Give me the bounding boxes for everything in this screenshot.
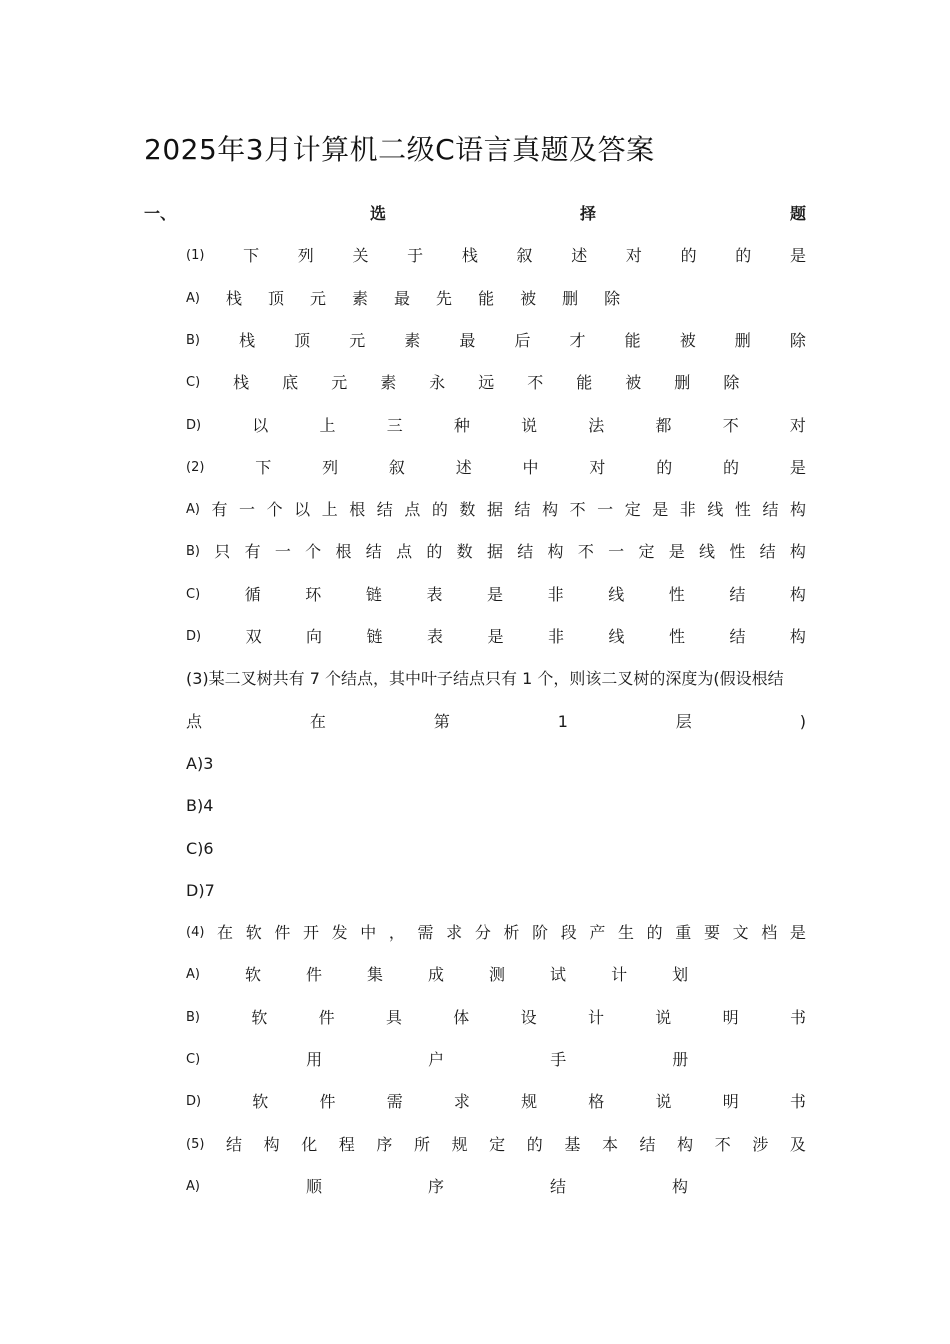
- line-token: 非: [547, 627, 564, 646]
- line-token: 一: [608, 542, 625, 562]
- line-token: 性: [668, 584, 685, 604]
- line-token: 序: [427, 1176, 444, 1196]
- line-token: 结: [762, 500, 779, 520]
- line-token: 序: [376, 1134, 393, 1154]
- line-token: 只: [214, 542, 231, 562]
- line-token: 循: [244, 584, 261, 604]
- line-token: 性: [729, 542, 746, 562]
- line-token: 一、: [144, 204, 177, 223]
- line-token: ): [799, 711, 806, 731]
- line-token: 一: [274, 542, 291, 562]
- line-token: 表: [427, 627, 444, 646]
- line-token: 说: [655, 1092, 672, 1112]
- line-token: 线: [707, 500, 724, 520]
- document-line: [186, 414, 806, 438]
- document-line: [144, 202, 806, 226]
- document-line: [186, 625, 806, 649]
- line-token: 远: [478, 373, 495, 393]
- line-token: 择: [579, 204, 596, 223]
- line-token: 是: [668, 542, 685, 562]
- line-token: 非: [679, 500, 696, 520]
- line-token: 构: [677, 1134, 694, 1154]
- line-token: 不: [569, 500, 586, 520]
- line-token: 结: [729, 584, 746, 604]
- line-token: 栈: [461, 246, 478, 266]
- line-token: 规: [521, 1092, 538, 1112]
- line-token: 书: [789, 1092, 806, 1112]
- line-token: 求: [446, 923, 463, 943]
- line-token: C)6: [186, 838, 214, 858]
- line-token: 定: [624, 500, 641, 520]
- line-token: 件: [319, 1092, 336, 1112]
- line-token: 能: [576, 373, 593, 393]
- line-token: 本: [601, 1134, 618, 1154]
- line-token: 先: [436, 288, 453, 308]
- line-token: 不: [527, 373, 544, 393]
- line-token: 结: [514, 500, 531, 520]
- line-token: D): [186, 417, 202, 433]
- line-token: 设: [520, 1007, 537, 1027]
- line-token: 件: [305, 965, 322, 985]
- line-token: C): [186, 1052, 201, 1067]
- line-token: 及: [789, 1134, 806, 1154]
- line-token: 后: [514, 330, 531, 350]
- line-token: 明: [722, 1092, 739, 1112]
- line-token: 构: [789, 627, 806, 646]
- line-token: 基: [564, 1134, 581, 1154]
- line-token: 求: [453, 1092, 470, 1112]
- line-token: 试: [550, 965, 567, 985]
- line-token: 的: [526, 1134, 543, 1154]
- line-token: 的: [680, 246, 697, 266]
- line-token: 是: [789, 246, 806, 266]
- line-token: ，: [388, 923, 405, 943]
- line-token: B): [186, 1009, 200, 1025]
- line-token: 结: [729, 627, 746, 646]
- line-token: 是: [487, 627, 504, 646]
- line-token: 根: [335, 542, 352, 562]
- line-token: 法: [588, 415, 605, 435]
- line-token: 说: [521, 415, 538, 435]
- line-token: 件: [318, 1007, 335, 1027]
- line-token: 要: [703, 923, 720, 943]
- line-token: 点: [186, 711, 203, 731]
- line-token: 对: [625, 246, 642, 266]
- line-token: B): [186, 332, 200, 348]
- line-token: 1: [557, 711, 568, 731]
- line-token: 构: [542, 500, 559, 520]
- line-token: 的: [646, 923, 663, 943]
- document-line: [186, 1175, 806, 1199]
- line-token: 是: [487, 584, 504, 604]
- document-line: [186, 540, 806, 564]
- document-line: [186, 710, 806, 734]
- line-token: 被: [679, 330, 696, 350]
- line-token: 能: [478, 288, 495, 308]
- line-token: 表: [426, 584, 443, 604]
- line-token: 性: [668, 627, 685, 646]
- line-token: 顺: [305, 1176, 322, 1196]
- line-token: 具: [385, 1007, 402, 1027]
- line-token: 分: [474, 923, 491, 943]
- line-token: 需: [417, 923, 434, 943]
- document-line: [186, 1133, 806, 1157]
- line-token: A)3: [186, 753, 214, 773]
- line-token: 不: [714, 1134, 731, 1154]
- line-token: 第: [433, 711, 450, 731]
- line-token: 化: [301, 1134, 318, 1154]
- line-token: 的: [656, 457, 673, 477]
- line-token: 被: [625, 373, 642, 393]
- line-token: 构: [263, 1134, 280, 1154]
- line-token: 定: [489, 1134, 506, 1154]
- line-token: 重: [675, 923, 692, 943]
- line-token: 体: [453, 1007, 470, 1027]
- line-token: 据: [486, 542, 503, 562]
- document-line: [186, 752, 806, 776]
- line-token: 才: [569, 330, 586, 350]
- line-token: 一: [239, 500, 256, 520]
- line-token: D): [186, 1094, 202, 1110]
- line-token: 计: [611, 965, 628, 985]
- line-token: 软: [252, 1092, 269, 1112]
- line-token: 都: [655, 415, 672, 435]
- line-token: 不: [577, 542, 594, 562]
- document-title: 2025年3月计算机二级C语言真题及答案: [144, 133, 655, 166]
- line-token: 除: [723, 373, 740, 393]
- line-token: 线: [608, 584, 625, 604]
- line-token: 层: [675, 711, 692, 731]
- line-token: 对: [589, 457, 606, 477]
- document-line: [186, 456, 806, 480]
- line-token: 下: [255, 457, 272, 477]
- line-token: 栈: [239, 330, 256, 350]
- line-token: 有: [244, 542, 261, 562]
- line-token: 题: [789, 204, 806, 223]
- line-token: (1): [186, 248, 205, 264]
- line-token: 构: [672, 1176, 689, 1196]
- line-token: A): [186, 1178, 200, 1194]
- line-token: 用: [306, 1050, 323, 1069]
- line-token: 选: [369, 204, 386, 223]
- line-token: 的: [723, 457, 740, 477]
- line-token: 文: [732, 923, 749, 943]
- line-token: D)7: [186, 880, 215, 900]
- line-token: 生: [618, 923, 635, 943]
- line-token: 的: [431, 500, 448, 520]
- line-token: 元: [331, 373, 348, 393]
- line-token: 叙: [388, 457, 405, 477]
- line-token: 测: [489, 965, 506, 985]
- line-token: 对: [789, 415, 806, 435]
- line-token: 能: [624, 330, 641, 350]
- line-token: 向: [306, 627, 323, 646]
- line-token: 删: [734, 330, 751, 350]
- line-token: 三: [386, 415, 403, 435]
- line-token: A): [186, 967, 200, 983]
- line-token: 底: [282, 373, 299, 393]
- line-token: 软: [244, 965, 261, 985]
- line-token: 根: [349, 500, 366, 520]
- line-token: 线: [699, 542, 716, 562]
- document-line: [186, 794, 806, 818]
- line-token: 数: [456, 542, 473, 562]
- line-token: 集: [367, 965, 384, 985]
- line-token: 的: [426, 542, 443, 562]
- line-token: 户: [428, 1050, 445, 1069]
- line-token: 据: [486, 500, 503, 520]
- line-token: 结: [639, 1134, 656, 1154]
- line-token: 划: [672, 965, 689, 985]
- line-token: 述: [571, 246, 588, 266]
- line-token: 产: [589, 923, 606, 943]
- line-token: 构: [789, 500, 806, 520]
- line-token: 结: [759, 542, 776, 562]
- line-token: 结: [365, 542, 382, 562]
- line-token: 除: [604, 288, 621, 308]
- document-line: [186, 1048, 806, 1072]
- line-token: 元: [349, 330, 366, 350]
- line-token: 素: [352, 288, 369, 308]
- document-line: [186, 371, 806, 395]
- line-token: A): [186, 502, 200, 518]
- line-token: B)4: [186, 796, 214, 816]
- line-token: 点: [396, 542, 413, 562]
- line-token: 中: [522, 457, 539, 477]
- document-line: [186, 1006, 806, 1030]
- line-token: 书: [789, 1007, 806, 1027]
- line-token: 数: [459, 500, 476, 520]
- line-token: 成: [428, 965, 445, 985]
- line-token: A): [186, 290, 200, 306]
- document-line: [186, 921, 806, 945]
- line-token: 叙: [516, 246, 533, 266]
- line-token: 件: [274, 923, 291, 943]
- line-token: 删: [562, 288, 579, 308]
- line-token: 是: [789, 457, 806, 477]
- line-token: 析: [503, 923, 520, 943]
- line-token: 构: [547, 542, 564, 562]
- line-token: 定: [638, 542, 655, 562]
- line-token: 除: [789, 330, 806, 350]
- line-token: 在: [217, 923, 234, 943]
- document-line: [186, 667, 806, 691]
- line-token: 列: [322, 457, 339, 477]
- line-token: 不: [722, 415, 739, 435]
- line-token: 以: [294, 500, 311, 520]
- line-token: 非: [547, 584, 564, 604]
- line-token: 最: [394, 288, 411, 308]
- line-token: 顶: [267, 288, 284, 308]
- line-token: 规: [451, 1134, 468, 1154]
- line-token: 段: [560, 923, 577, 943]
- line-token: 结: [226, 1134, 243, 1154]
- line-token: 上: [321, 500, 338, 520]
- line-token: D): [186, 629, 202, 644]
- line-token: 软: [251, 1007, 268, 1027]
- line-token: 开: [302, 923, 319, 943]
- document-line: [186, 963, 806, 987]
- line-token: 元: [310, 288, 327, 308]
- line-token: 顶: [294, 330, 311, 350]
- document-line: [186, 1090, 806, 1114]
- line-token: B): [186, 544, 200, 560]
- line-token: C): [186, 375, 201, 391]
- line-token: 结: [550, 1176, 567, 1196]
- line-token: (4): [186, 925, 205, 941]
- document-line: [186, 498, 806, 522]
- line-token: 说: [655, 1007, 672, 1027]
- line-token: 最: [459, 330, 476, 350]
- line-token: 格: [588, 1092, 605, 1112]
- line-token: 一: [597, 500, 614, 520]
- line-token: 被: [520, 288, 537, 308]
- line-token: 双: [245, 627, 262, 646]
- line-token: 中: [360, 923, 377, 943]
- line-token: 有: [211, 500, 228, 520]
- line-token: 计: [587, 1007, 604, 1027]
- line-token: 线: [608, 627, 625, 646]
- line-token: (2): [186, 459, 205, 475]
- line-token: 需: [386, 1092, 403, 1112]
- line-token: 栈: [233, 373, 250, 393]
- line-token: 所: [413, 1134, 430, 1154]
- line-token: 素: [404, 330, 421, 350]
- line-token: 链: [365, 584, 382, 604]
- line-token: C): [186, 586, 201, 602]
- line-token: 程: [338, 1134, 355, 1154]
- line-token: 永: [429, 373, 446, 393]
- line-token: 的: [735, 246, 752, 266]
- line-token: 明: [722, 1007, 739, 1027]
- line-token: 个: [305, 542, 322, 562]
- line-token: 以: [252, 415, 269, 435]
- line-token: 栈: [225, 288, 242, 308]
- line-token: 结: [376, 500, 393, 520]
- line-token: 涉: [752, 1134, 769, 1154]
- document-line: [186, 244, 806, 268]
- line-token: 发: [331, 923, 348, 943]
- document-line: [186, 879, 806, 903]
- line-token: 软: [245, 923, 262, 943]
- line-token: 上: [319, 415, 336, 435]
- document-line: [186, 837, 806, 861]
- line-token: 环: [305, 584, 322, 604]
- line-token: 个: [266, 500, 283, 520]
- line-token: 链: [366, 627, 383, 646]
- line-token: 手: [550, 1050, 567, 1069]
- document-line: [186, 287, 806, 311]
- line-token: 是: [652, 500, 669, 520]
- line-token: 下: [243, 246, 260, 266]
- line-token: (5): [186, 1136, 205, 1152]
- line-token: 结: [517, 542, 534, 562]
- line-token: 档: [761, 923, 778, 943]
- line-token: 在: [309, 711, 326, 731]
- line-token: 构: [789, 542, 806, 562]
- line-token: (3)某二叉树共有 7 个结点，其中叶子结点只有 1 个，则该二叉树的深度为(假设根结: [186, 669, 784, 689]
- line-token: 册: [672, 1050, 689, 1069]
- line-token: 素: [380, 373, 397, 393]
- line-token: 于: [407, 246, 424, 266]
- line-token: 点: [404, 500, 421, 520]
- line-token: 构: [789, 584, 806, 604]
- line-token: 关: [352, 246, 369, 266]
- line-token: 性: [734, 500, 751, 520]
- line-token: 是: [789, 923, 806, 943]
- line-token: 述: [455, 457, 472, 477]
- line-token: 列: [297, 246, 314, 266]
- document-line: [186, 583, 806, 607]
- line-token: 删: [674, 373, 691, 393]
- line-token: 种: [453, 415, 470, 435]
- document-line: [186, 329, 806, 353]
- line-token: 阶: [532, 923, 549, 943]
